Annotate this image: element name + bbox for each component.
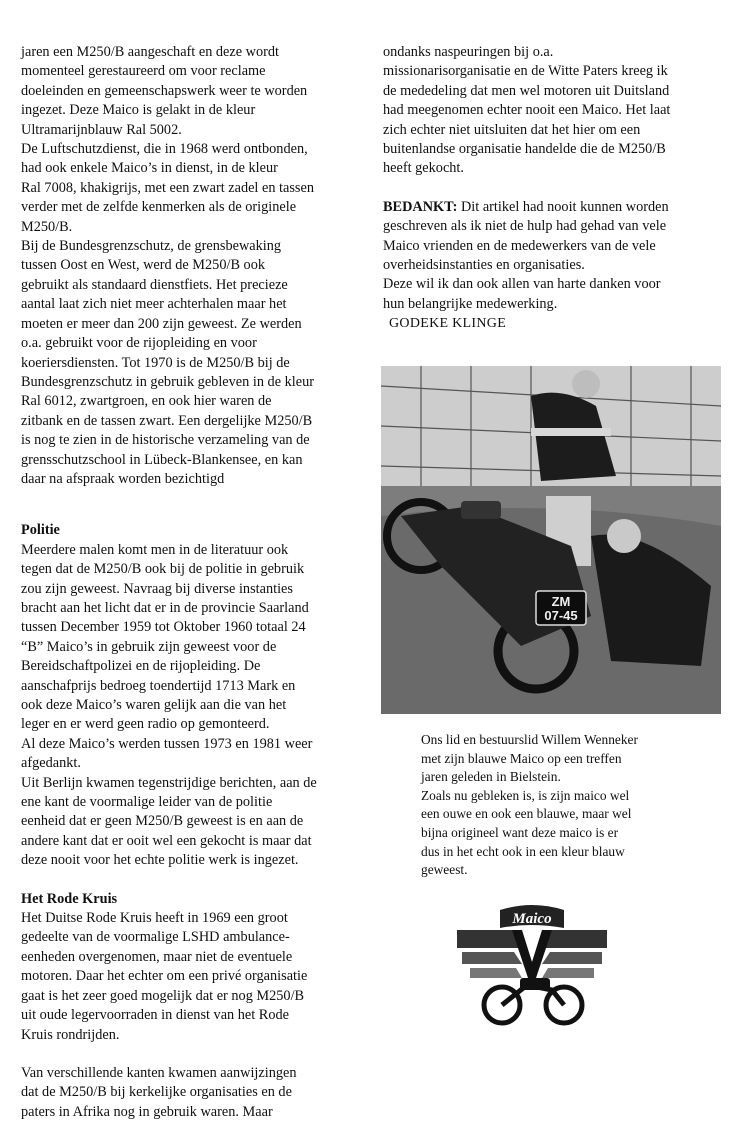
bedankt-text: Dit artikel had nooit kunnen worden geschreven als ik niet de hulp had gehad van vele Maico vrienden en de medewerkers van de vele overheidsinstanties en organisaties. Deze wil ik dan ook allen van harte danken voor hun belangrijke medewerking. [383,198,669,312]
right-column [383,43,723,314]
heading-politie: Politie [21,522,60,539]
paragraph-kerkelijk: Van verschillende kanten kwamen aanwijzingen dat de M250/B bij kerkelijke organisaties en de paters in Afrika nog in gebruik waren. Maar [21,1064,297,1120]
bedankt-label: BEDANKT: [383,198,458,215]
paragraph-politie: Meerdere malen komt men in de literatuur ook tegen dat de M250/B ook bij de politie in gebruik zou zijn geweest. Navraag bij diverse instanties bracht aan het licht dat er in de provincie Saarland tussen December 1959 tot Oktober 1960 totaal 24 “B” Maico’s in gebruik zijn geweest voor de Bereidschaftpolizei en de rijopleiding. De aanschafprijs bedroeg toendertijd 1713 Mark en ook deze Maico’s waren gelijk aan die van het leger en er werd geen radio op gemonteerd. Al deze Maico’s werden tussen 1973 en 1981 weer afgedankt. Uit Berlijn kwamen tegenstrijdige berichten, aan de ene kant de voormalige leider van de politie eenheid dat er geen M250/B geweest is en aan de andere kant dat er ooit wel een gekocht is maar dat deze nooit voor het echte politie werk is ingezet. [21,541,317,869]
license-plate: ZM 07-45 [544,594,578,623]
paragraph-luftschutz: jaren een M250/B aangeschaft en deze wordt momenteel gerestaureerd om voor reclame doeleinden en gemeenschapswerk weer te worden ingezet. Deze Maico is gelakt in de kleur Ultramarijnblauw Ral 5002. De Luftschutzdienst, die in 1968 werd ontbonden, had ook enkele Maico’s in dienst, in de kleur Ral 7008, khakigrijs, met een zwart zadel en tassen verder met de zelfde kenmerken als de originele M250/B. Bij de Bundesgrenzschutz, de grensbewaking tussen Oost en West, werd de M250/B ook gebruikt als standaard dienstfiets. Het precieze aantal laat zich niet meer achterhalen maar het moeten er meer dan 200 zijn geweest. Ze werden o.a. gebruikt voor de rijopleiding en voor koeriersdiensten. Tot 1970 is de M250/B bij de Bundesgrenzschutz in gebruik gebleven in de kleur Ral 6012, zwartgroen, en ook hier waren de zitbank en de tassen zwart. Een dergelijke M250/B is nog te zien in de historische verzameling van de grensschutzschool in Lübeck-Blankensee, en kan daar na afspraak worden bezichtigd [21,44,314,487]
photo-caption: Ons lid en bestuurslid Willem Wenneker met zijn blauwe Maico op een treffen jaren geleden in Bielstein. Zoals nu gebleken is, is zijn maico wel een ouwe en ook een blauwe, maar wel bijna origineel want deze maico is er dus in het echt ook in een kleur blauw geweest. [421,732,638,878]
logo-wordmark: Maico [512,911,552,927]
motorcycle-photo [381,366,721,714]
paragraph-missionaris: ondanks naspeuringen bij o.a. missionarisorganisatie en de Witte Paters kreeg ik de mededeling dat men wel motoren uit Duitsland had meegenomen echter nooit een Maico. Het laat zich echter niet uitsluiten dat het hier om een buitenlandse organisatie handelde die de M250/B heeft gekocht. [383,44,671,177]
heading-rode-kruis: Het Rode Kruis [21,890,118,907]
maico-logo [452,900,612,1030]
author-signature: GODEKE KLINGE [389,316,507,331]
left-column [21,43,353,1122]
paragraph-bedankt [383,198,723,314]
paragraph-rode-kruis: Het Duitse Rode Kruis heeft in 1969 een groot gedeelte van de voormalige LSHD ambulance- eenheden overgenomen, maar niet de eventuele motoren. Daar het echter om een privé organisatie gaat is het zeer goed mogelijk dat er nog M250/B uit oude legervoorraden in dienst van het Rode Kruis rondrijden. [21,910,308,1043]
